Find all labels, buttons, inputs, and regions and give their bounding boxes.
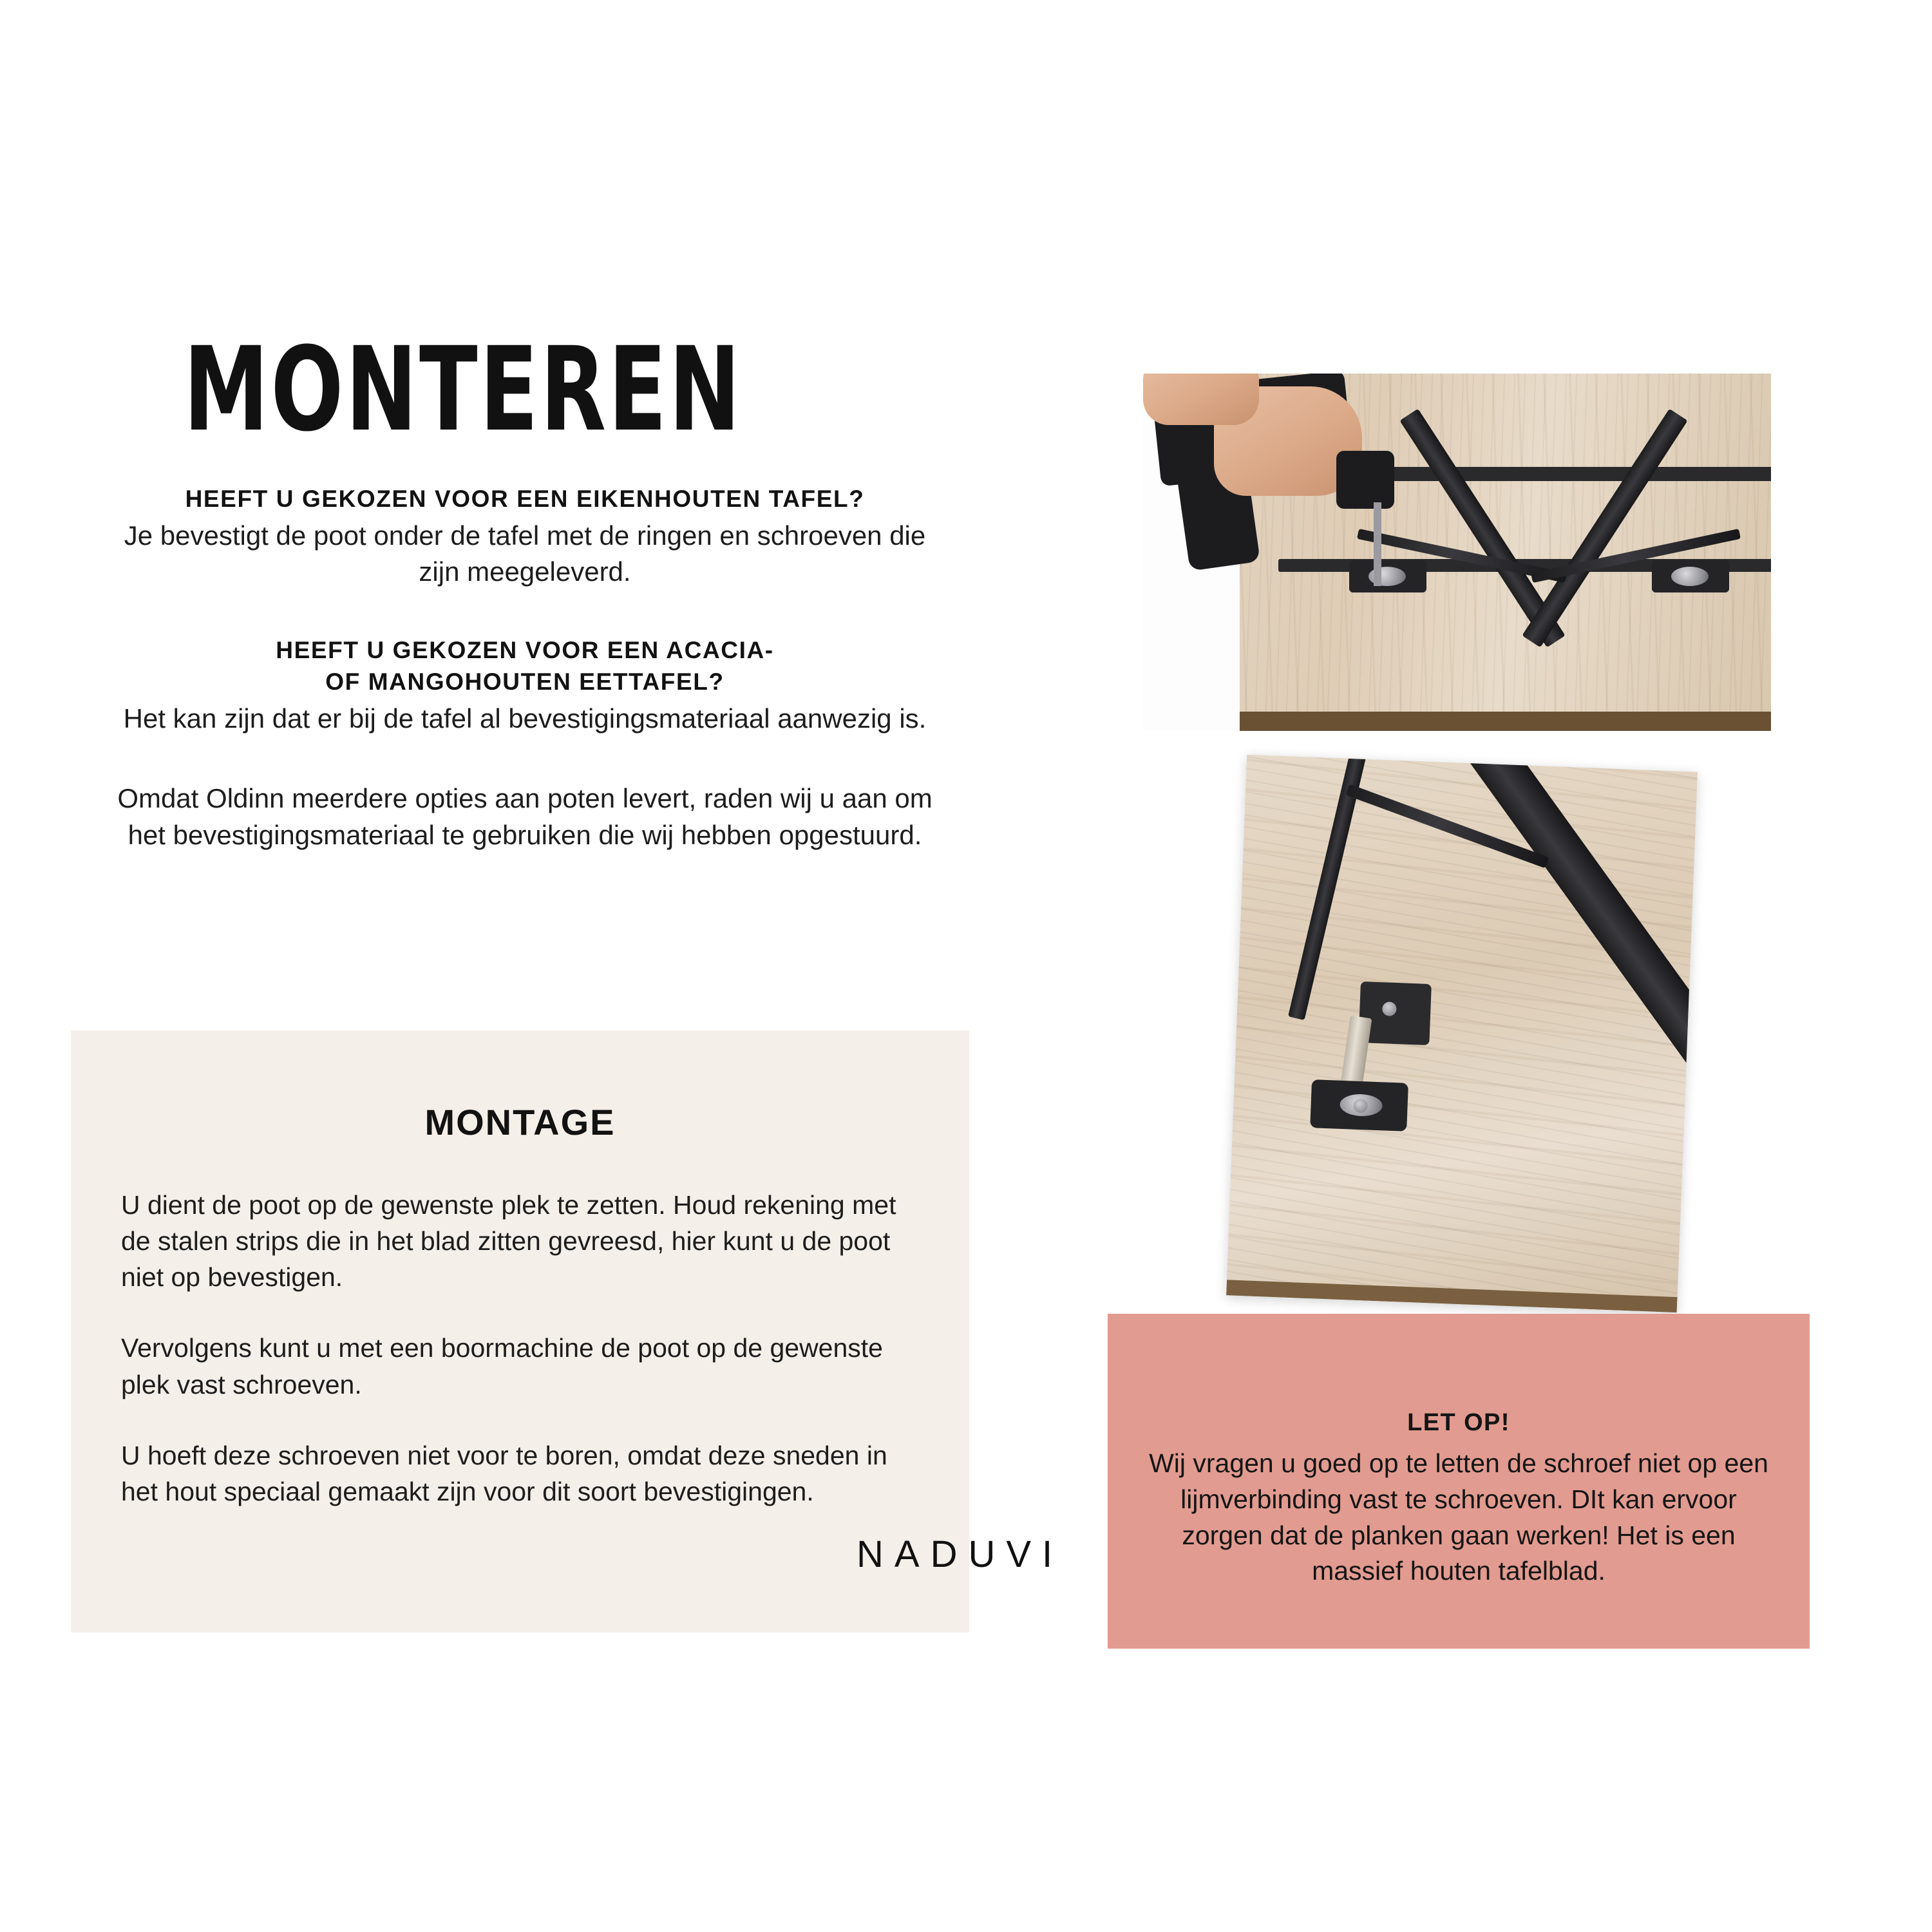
montage-paragraph-2: Vervolgens kunt u met een boormachine de poot op de gewenste plek vast schroeven. <box>121 1333 883 1399</box>
montage-panel <box>71 1030 969 1633</box>
brand-logo: NADUVI <box>857 1533 1064 1575</box>
warning-body: Wij vragen u goed op te letten de schroef niet op een lijmverbinding vast te schroeven. DIt kan ervoor zorgen dat de planken gaan werken! Het is een massief houten tafelblad. <box>1149 1448 1768 1586</box>
washer-ring <box>1671 567 1709 586</box>
question-2-heading-line2: OF MANGOHOUTEN EETTAFEL? <box>325 668 724 696</box>
drill-bit <box>1374 502 1381 586</box>
forearm <box>1143 374 1259 425</box>
montage-paragraph-1: U dient de poot op de gewenste plek te zetten. Houd rekening met de stalen strips die in het blad zitten gevreesd, hier kunt u de poot niet op bevestigen. <box>121 1190 896 1293</box>
intro-block <box>109 484 940 853</box>
page-title: MONTEREN <box>184 323 743 457</box>
spacer <box>109 737 940 778</box>
spacer <box>109 590 940 635</box>
intro-note: Omdat Oldinn meerdere opties aan poten levert, raden wij u aan om het bevestigingsmateriaal te gebruiken die wij hebben opgestuurd. <box>117 783 933 850</box>
montage-body <box>121 1187 919 1510</box>
question-1-body: Je bevestigt de poot onder de tafel met de ringen en schroeven die zijn meegeleverd. <box>124 520 926 587</box>
question-2-body: Het kan zijn dat er bij de tafel al bevestigingsmateriaal aanwezig is. <box>123 703 927 734</box>
montage-paragraph-3: U hoeft deze schroeven niet voor te boren, omdat deze sneden in het hout speciaal gemaakt zijn voor dit soort bevestigingen. <box>121 1440 887 1506</box>
photo-drill-screwing-leg <box>1143 374 1771 731</box>
table-edge <box>1240 712 1771 731</box>
question-2-heading-line1: HEEFT U GEKOZEN VOOR EEN ACACIA- <box>276 637 774 664</box>
warning-panel <box>1108 1314 1810 1649</box>
montage-title: MONTAGE <box>424 1102 616 1142</box>
question-1-heading: HEEFT U GEKOZEN VOOR EEN EIKENHOUTEN TAFEL? <box>185 486 865 512</box>
drill-chuck <box>1336 451 1394 509</box>
photo-leg-foot-detail <box>1226 755 1698 1312</box>
wood-surface <box>1226 755 1698 1312</box>
left-text-column <box>71 323 966 853</box>
warning-title: LET OP! <box>1407 1409 1510 1436</box>
